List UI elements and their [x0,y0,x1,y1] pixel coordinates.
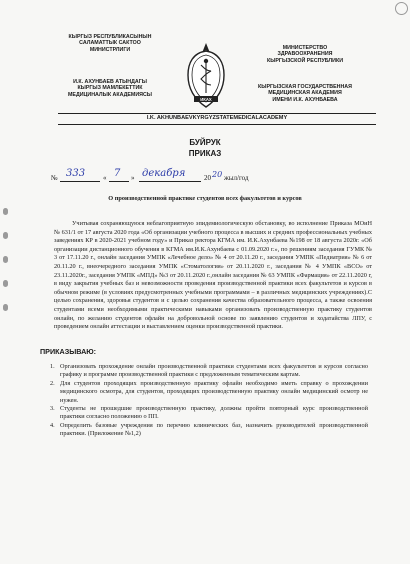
header-left-kg [50,34,170,53]
punch-hole [3,208,8,215]
header-line: КЫРГЫЗ РЕСПУБЛИКАСЫНЫН [68,34,152,40]
header-rule-top [58,113,376,114]
order-title-kg: БУЙРУК [189,138,221,147]
date-quote-close: » [131,174,135,182]
order-day: 7 [114,168,121,179]
header-line: МИНИСТЕРСТВО [282,45,328,51]
header-right-ministry [245,45,365,64]
punch-hole [3,280,8,287]
item-text: Для студентов проходящих производственную практику офлайн необходимо иметь справку о прохождении медицинского осмотра, для студентов, проходящих производственную практику онлайн медицинский осмотр не нужен. [60,379,368,404]
order-number: 333 [66,168,86,179]
emblem-lettering: ИКАХ [200,97,212,103]
order-items-list [50,363,368,439]
order-subject: О производственной практике студентов всех факультетов и курсов [108,195,302,202]
order-number-label: № [51,174,58,182]
order-title-ru: ПРИКАЗ [188,149,222,158]
punch-hole [3,256,8,263]
punch-hole [3,304,8,311]
header-line: САЛАМАТТЫК САКТОО [79,40,141,47]
list-item [50,363,368,380]
header-line: ИМЕНИ И.К. АХУНБАЕВА [272,96,338,103]
punch-hole [3,232,8,239]
header-left-academy [50,79,170,98]
list-item [50,405,368,422]
item-text: Организовать прохождение онлайн производственной практики студентами всех факультетов и курсов согласно графику и программе производственной практики с предложенным тематическим картам. [60,363,368,379]
header-line: КЫРГЫЗСКАЯ ГОСУДАРСТВЕННАЯ [258,84,352,90]
date-quote-open: « [103,174,107,182]
header-line: КЫРГЫЗСКОЙ РЕСПУБЛИКИ [266,57,344,64]
item-number: 3. [50,405,55,413]
header-line: ЗДРАВООХРАНЕНИЯ [277,51,333,58]
item-text: Студенты не прошедшие производственную практику, должны пройти повторный курс производственной практики согласно положению о ПП. [60,405,368,421]
order-month: декабря [142,168,186,179]
item-text: Определить базовые учреждения по перечню клинических баз, назначить руководителей производственной практики. (Приложение №1,2) [60,421,368,438]
header-right-academy [245,84,365,103]
header-line: МЕДИЦИНСКАЯ АКАДЕМИЯ [268,90,342,97]
academy-latin-name: I.K. AKHUNBAEVKYRGYZSTATEMEDICALACADEMY [146,115,288,121]
header-line: МИНИСТРЛИГИ [89,46,131,53]
year-prefix: 20 [204,174,211,182]
header-line: МЕДИЦИНАЛЫК АКАДЕМИЯСЫ [68,91,152,98]
preamble-paragraph: Учитывая сохраняющуюся неблагоприятную эпидемиологическую обстановку, во исполнение Приказа МОиН № 631/1 от 17 августа 2020 года «Об организации учебного процесса в высших и средних профессиональных учебных заведениях КР в 2020-2021 учебном году» и Приказ ректора КГМА им. И.К.Ахунбаева №198 от 18 августа 2020г. «Об организации дистанционного обучения в КГМА им.И.К.Ахунбаева с 01.09.2020 г.», по решениям заседания ГУМК № 3 от 17.11.20 г., онлайн заседания УМПК «Лечебное дело» № 4 от 20.11.20 г., заседания УМПК «Педиатрия» № 6 от 20.11.20 г., внеочередного заседания УМПК «Стоматология» от 20.11.2020 г., заседания № 4 УМПК «ВСО» от 23.11.2020г., заседания УМПК «МПД» №3 от 20.11.2020 г.,онлайн заседания № 63 УМПК «Фармация» от 22.11.2020 г, в виду закрытия учебных баз и невозможности проведения производственной практики всех факультетов и курсов в обычном режиме (в условиях предусмотренных учебными программами – в различных медицинских учреждениях).С целью сохранения, здоровья студентов и с целью сохранения качества образовательного процесса, а также освоения студентами всеми необходимыми практическими навыками организовать производственную практику студентов онлайн, по желанию студентов офлайн на добровольной основе по заявлению студентов и ходатайства ЛПУ, с проведением онлайн аттестации и выставлением оценки производственной практики. [54,220,372,331]
order-directive-heading: ПРИКАЗЫВАЮ: [40,347,97,356]
header-rule-bottom [58,124,376,125]
year-label: жыл/год [224,174,249,182]
list-item [50,380,368,405]
year-suffix: 20 [212,170,223,179]
corner-mark [395,2,408,15]
header-line: И.К. АХУНБАЕВ АТЫНДАГЫ [73,79,147,85]
item-number: 1. [50,363,55,370]
header-line: КЫРГЫЗ МАМЛЕКЕТТИК [77,85,143,92]
academy-emblem-icon [183,41,229,113]
list-item [50,422,368,439]
item-number: 2. [50,379,55,387]
item-number: 4. [50,421,55,429]
